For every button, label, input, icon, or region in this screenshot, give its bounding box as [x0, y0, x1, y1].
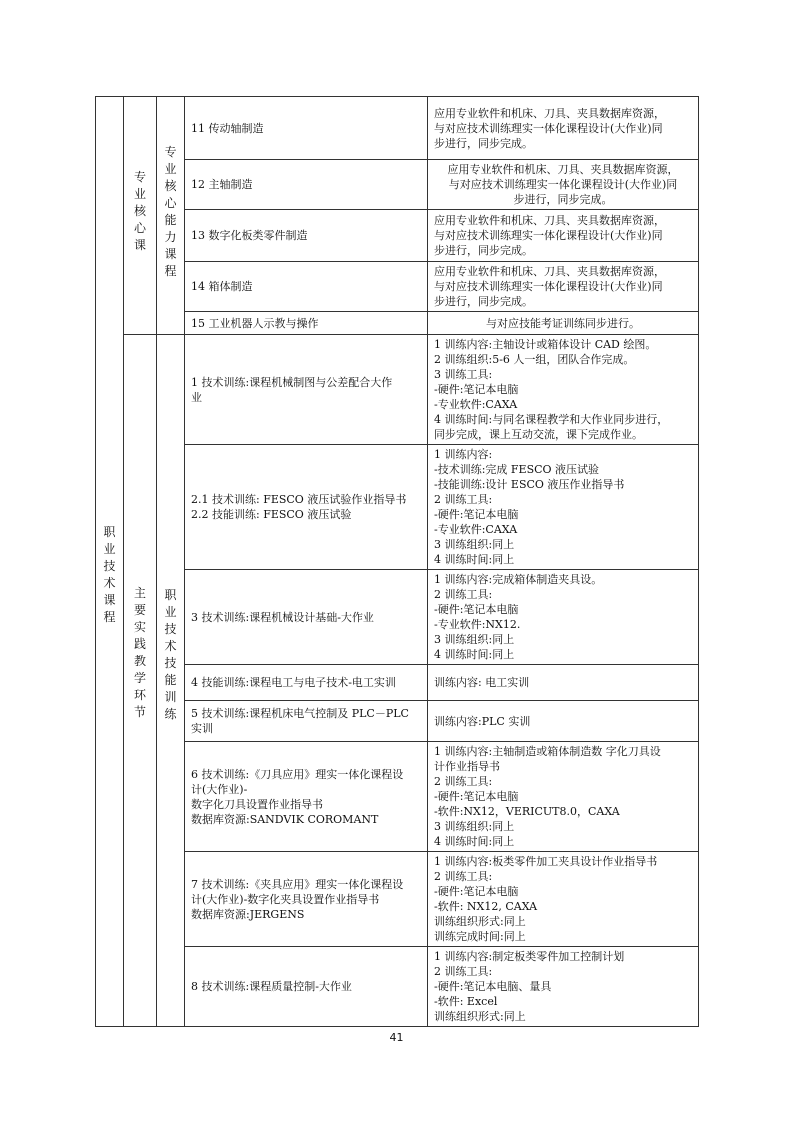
- desc-cell: [428, 947, 699, 1027]
- course-name: 7 技术训练:《夹具应用》理实一体化课程设 计(大作业)-数字化夹具设置作业指导书 数据库资源:JERGENS: [191, 877, 404, 921]
- course-cell: [185, 335, 428, 445]
- course-name: 11 传动轴制造: [191, 121, 264, 135]
- course-name: 15 工业机器人示教与操作: [191, 316, 319, 330]
- core-group-cell: [124, 97, 157, 335]
- course-cell: [185, 210, 428, 262]
- desc-cell: [428, 570, 699, 665]
- practice-sub-label: 职 业 技 术 技 能 训 练: [164, 587, 177, 721]
- course-cell: [185, 160, 428, 210]
- desc-cell: [428, 160, 699, 210]
- course-desc: 应用专业软件和机床、刀具、夹具数据库资源， 与对应技术训练理实一体化课程设计(大作业)同 步进行，同步完成。: [434, 265, 665, 308]
- course-cell: [185, 701, 428, 742]
- course-desc: 1 训练内容:板类零件加工夹具设计作业指导书 2 训练工具: -硬件:笔记本电脑 -软件: NX12, CAXA 训练组织形式:同上 训练完成时间:同上: [434, 855, 658, 943]
- table-row: [96, 852, 699, 947]
- course-name: 13 数字化板类零件制造: [191, 229, 308, 242]
- course-desc: 1 训练内容:主轴制造或箱体制造数 字化刀具设 计作业指导书 2 训练工具: -硬件:笔记本电脑 -软件:NX12，VERICUT8.0，CAXA 3 训练组织:同上 4 训练时间:同上: [434, 745, 661, 848]
- table-row: [96, 335, 699, 445]
- course-desc: 应用专业软件和机床、刀具、夹具数据库资源， 与对应技术训练理实一体化课程设计(大作业)同 步进行，同步完成。: [434, 106, 665, 150]
- table-row: [96, 445, 699, 570]
- core-group-label: 专 业 核 心 课: [133, 170, 146, 252]
- table-row: [96, 160, 699, 210]
- table-row: [96, 312, 699, 335]
- course-desc: 训练内容:PLC 实训: [434, 714, 531, 728]
- category-label: 职 业 技 术 课 程: [103, 524, 116, 624]
- course-desc: 应用专业软件和机床、刀具、夹具数据库资源， 与对应技术训练理实一体化课程设计(大作业)同 步进行，同步完成。: [447, 163, 679, 206]
- course-cell: [185, 262, 428, 312]
- course-name: 8 技术训练:课程质量控制-大作业: [191, 980, 352, 993]
- table-row: [96, 742, 699, 852]
- desc-cell: [428, 97, 699, 160]
- desc-cell: [428, 312, 699, 335]
- course-cell: [185, 665, 428, 701]
- course-name: 12 主轴制造: [191, 178, 253, 191]
- course-name: 6 技术训练:《刀具应用》理实一体化课程设 计(大作业)- 数字化刀具设置作业指导书 数据库资源:SANDVIK COROMANT: [191, 767, 404, 826]
- curriculum-table: [95, 96, 699, 1027]
- course-desc: 与对应技能考证训练同步进行。: [486, 316, 640, 330]
- core-sub-cell: [157, 97, 185, 335]
- table-row: [96, 97, 699, 160]
- desc-cell: [428, 262, 699, 312]
- desc-cell: [428, 335, 699, 445]
- page-number: 41: [389, 1031, 404, 1044]
- category-cell: [96, 97, 124, 1027]
- course-desc: 1 训练内容:主轴设计或箱体设计 CAD 绘图。 2 训练组织:5-6 人一组，团队合作完成。 3 训练工具: -硬件:笔记本电脑 -专业软件:CAXA 4 训练时间:与同名课程教学和大作业同步进行， 同步完成，课上互动交流，课下完成作业。: [434, 338, 669, 441]
- table-row: [96, 665, 699, 701]
- desc-cell: [428, 210, 699, 262]
- course-desc: 1 训练内容:完成箱体制造夹具设。 2 训练工具: -硬件:笔记本电脑 -专业软件:NX12. 3 训练组织:同上 4 训练时间:同上: [434, 573, 603, 661]
- course-name: 4 技能训练:课程电工与电子技术-电工实训: [191, 676, 396, 689]
- table-row: [96, 570, 699, 665]
- desc-cell: [428, 701, 699, 742]
- course-cell: [185, 852, 428, 947]
- course-cell: [185, 312, 428, 335]
- desc-cell: [428, 852, 699, 947]
- course-cell: [185, 742, 428, 852]
- course-name: 5 技术训练:课程机床电气控制及 PLC－PLC 实训: [191, 707, 409, 735]
- course-desc: 1 训练内容:制定板类零件加工控制计划 2 训练工具: -硬件:笔记本电脑、量具 -软件: Excel 训练组织形式:同上: [434, 950, 625, 1023]
- course-cell: [185, 97, 428, 160]
- course-cell: [185, 445, 428, 570]
- course-desc: 训练内容: 电工实训: [434, 676, 530, 689]
- core-sub-label: 专 业 核 心 能 力 课 程: [164, 144, 177, 278]
- desc-cell: [428, 742, 699, 852]
- course-name: 14 箱体制造: [191, 280, 253, 293]
- table-row: [96, 947, 699, 1027]
- course-name: 3 技术训练:课程机械设计基础-大作业: [191, 610, 374, 624]
- table-row: [96, 210, 699, 262]
- desc-cell: [428, 445, 699, 570]
- practice-group-cell: [124, 335, 157, 1027]
- desc-cell: [428, 665, 699, 701]
- course-cell: [185, 947, 428, 1027]
- table-row: [96, 701, 699, 742]
- course-desc: 1 训练内容: -技术训练:完成 FESCO 液压试验 -技能训练:设计 ESCO 液压作业指导书 2 训练工具: -硬件:笔记本电脑 -专业软件:CAXA 3 训练组织:同上 4 训练时间:同上: [434, 448, 625, 566]
- course-desc: 应用专业软件和机床、刀具、夹具数据库资源， 与对应技术训练理实一体化课程设计(大作业)同 步进行，同步完成。: [434, 214, 665, 257]
- course-cell: [185, 570, 428, 665]
- practice-group-label: 主 要 实 践 教 学 环 节: [133, 585, 146, 719]
- practice-sub-cell: [157, 335, 185, 1027]
- table-row: [96, 262, 699, 312]
- course-name: 2.1 技术训练: FESCO 液压试验作业指导书 2.2 技能训练: FESCO 液压试验: [191, 493, 407, 521]
- course-name: 1 技术训练:课程机械制图与公差配合大作 业: [191, 375, 393, 404]
